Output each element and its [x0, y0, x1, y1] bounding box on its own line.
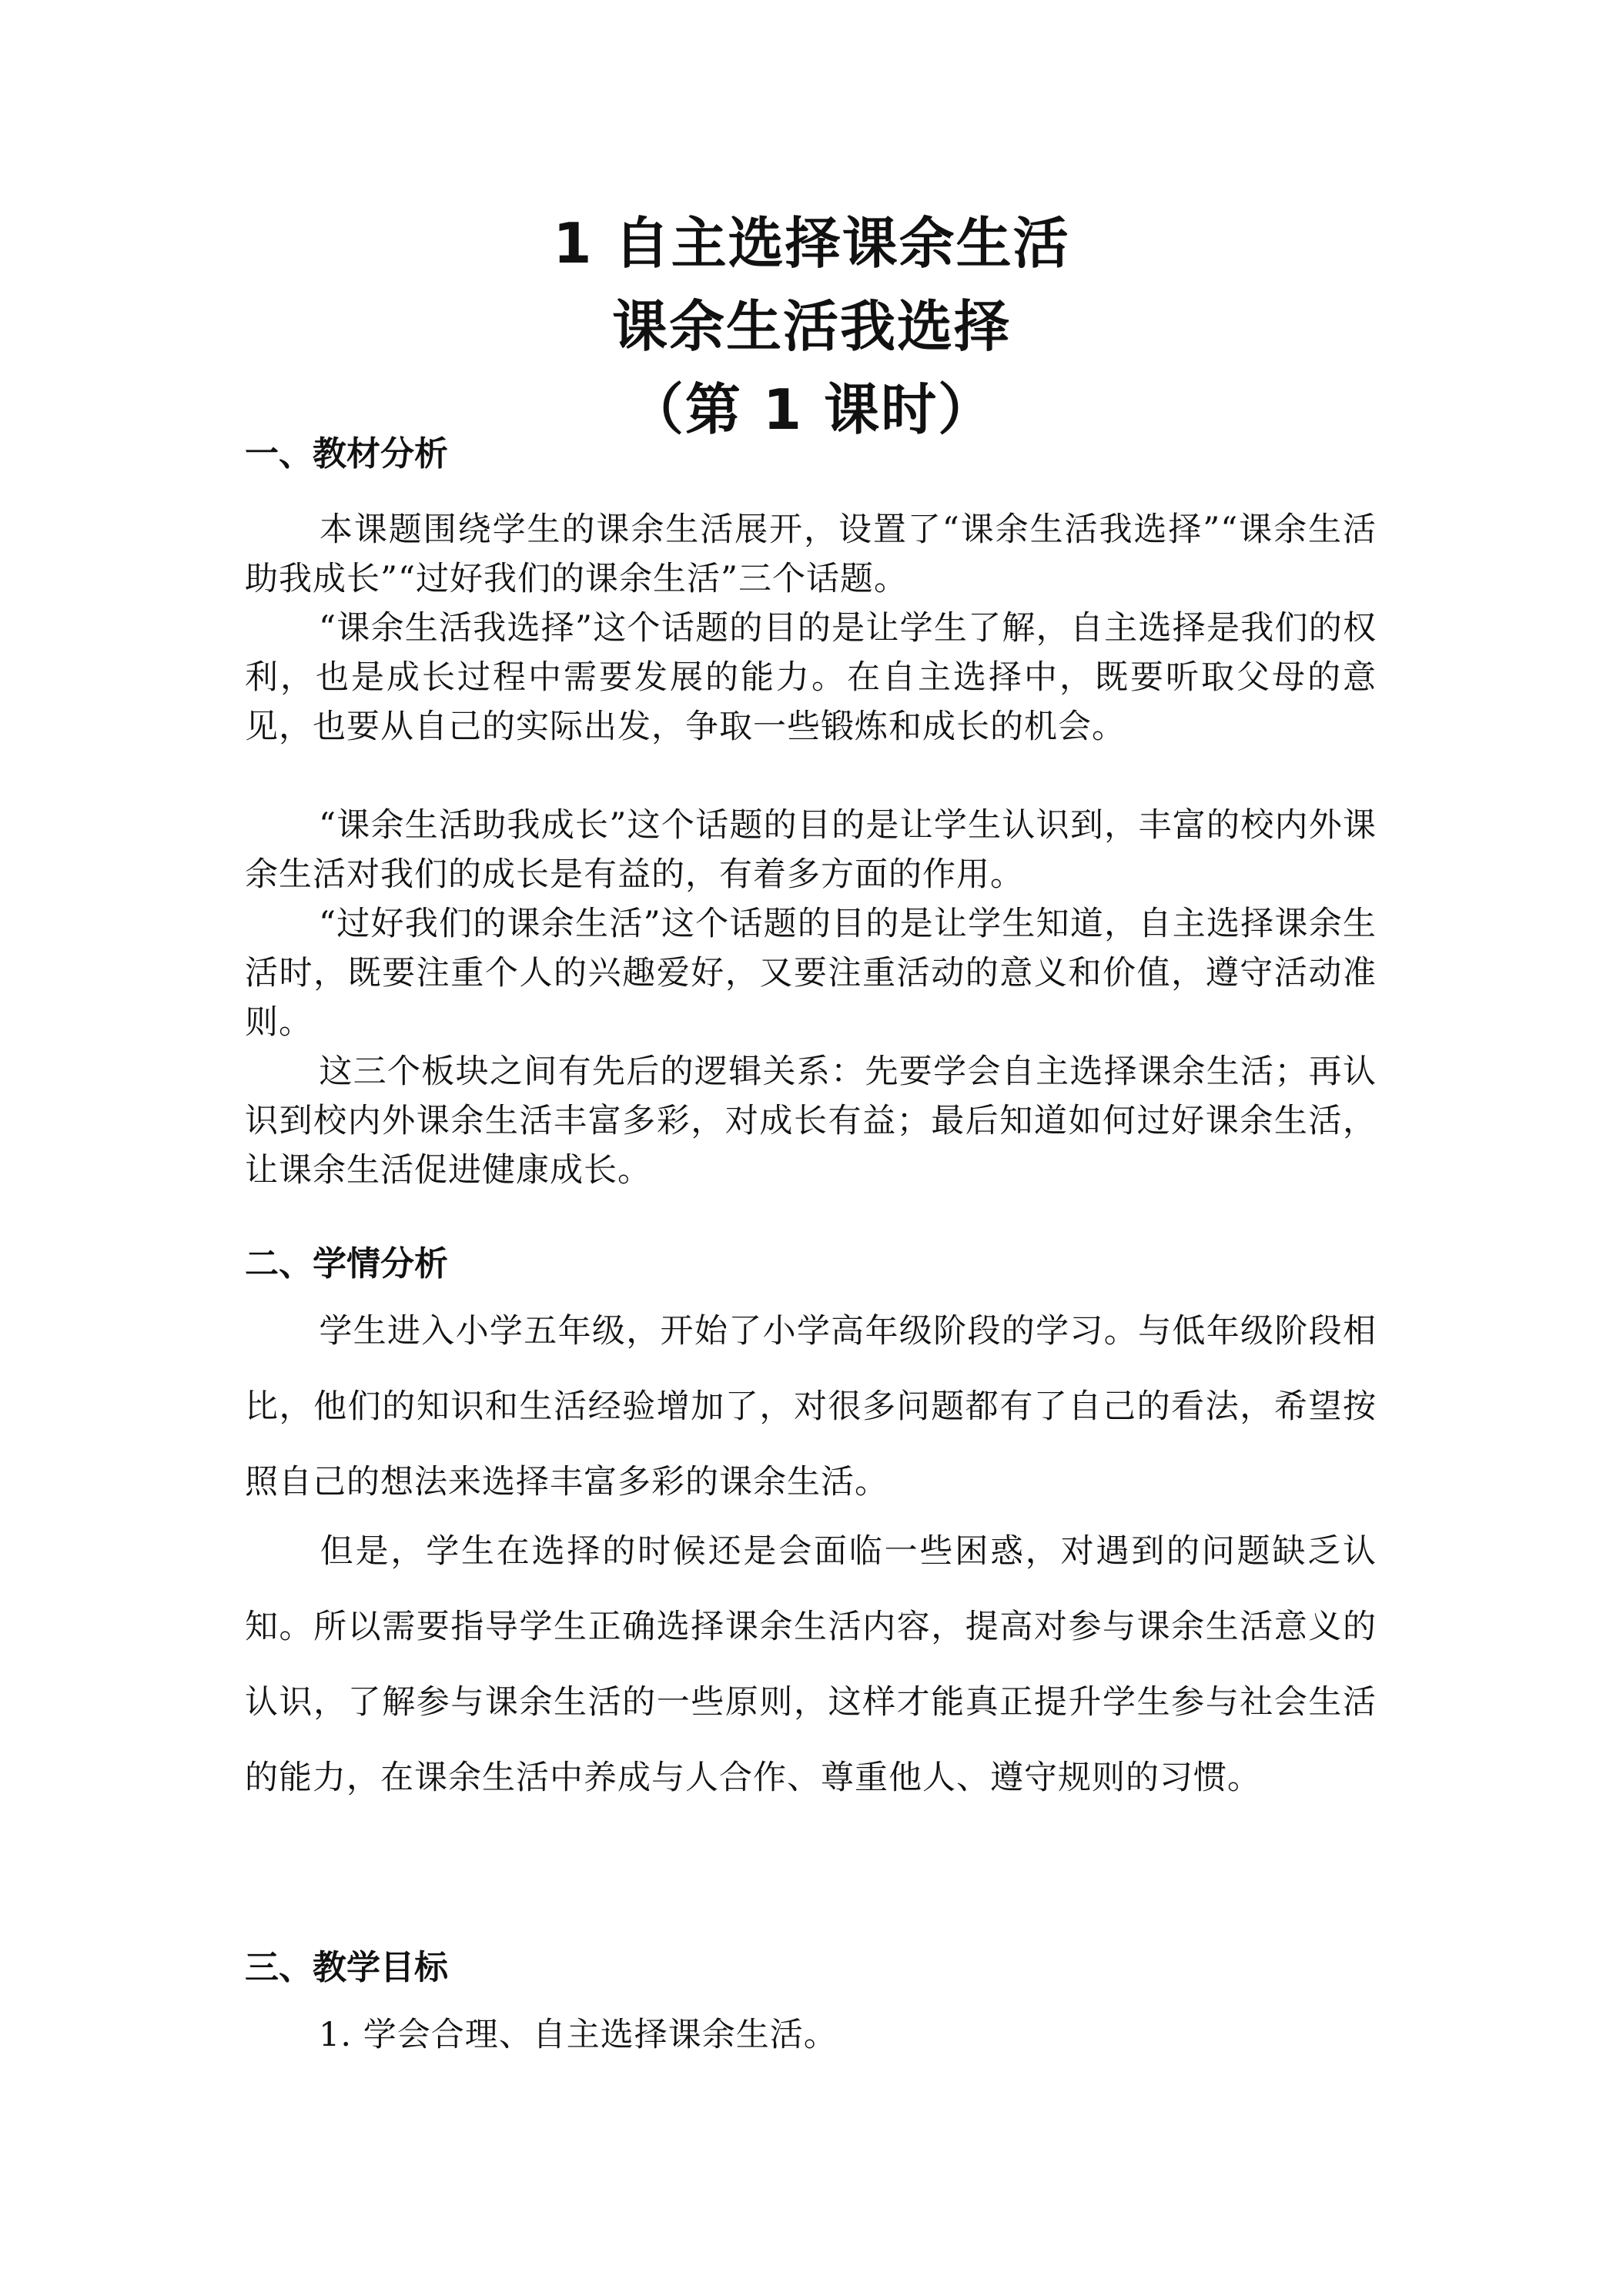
section-heading-teaching-objectives: 三、教学目标 — [245, 1948, 448, 1987]
paragraph: “过好我们的课余生活”这个话题的目的是让学生知道，自主选择课余生活时，既要注重个人的兴趣爱好，又要注重活动的意义和价值，遵守活动准则。 — [245, 905, 1377, 1042]
paragraph: 1. 学会合理、自主选择课余生活。 — [319, 2016, 838, 2054]
document-title — [0, 202, 1623, 451]
title-topic: 课余生活我选择 — [611, 294, 1011, 359]
paragraph: 本课题围绕学生的课余生活展开，设置了“课余生活我选择”“课余生活助我成长”“过好我们的课余生活”三个话题。 — [245, 510, 1377, 598]
title-lesson: 1 自主选择课余生活 — [553, 211, 1070, 276]
paragraph: “课余生活我选择”这个话题的目的是让学生了解，自主选择是我们的权利，也是成长过程中需要发展的能力。在自主选择中，既要听取父母的意见，也要从自己的实际出发，争取一些锻炼和成长的机会。 — [245, 609, 1377, 746]
paragraph: 学生进入小学五年级，开始了小学高年级阶段的学习。与低年级阶段相比，他们的知识和生活经验增加了，对很多问题都有了自己的看法，希望按照自己的想法来选择丰富多彩的课余生活。 — [245, 1312, 1377, 1501]
paragraph: 但是，学生在选择的时候还是会面临一些困惑，对遇到的问题缺乏认知。所以需要指导学生正确选择课余生活内容，提高对参与课余生活意义的认识，了解参与课余生活的一些原则，这样才能真正提升学生参与社会生活的能力，在课余生活中养成与人合作、尊重他人、遵守规则的习惯。 — [245, 1532, 1377, 1797]
section-heading-textbook-analysis: 一、教材分析 — [245, 434, 448, 474]
paragraph: 这三个板块之间有先后的逻辑关系：先要学会自主选择课余生活；再认识到校内外课余生活丰富多彩，对成长有益；最后知道如何过好课余生活，让课余生活促进健康成长。 — [245, 1053, 1377, 1190]
paragraph: “课余生活助我成长”这个话题的目的是让学生认识到，丰富的校内外课余生活对我们的成长是有益的，有着多方面的作用。 — [245, 806, 1377, 894]
title-period: （第 1 课时） — [627, 377, 996, 442]
section-heading-learner-analysis: 二、学情分析 — [245, 1244, 448, 1284]
